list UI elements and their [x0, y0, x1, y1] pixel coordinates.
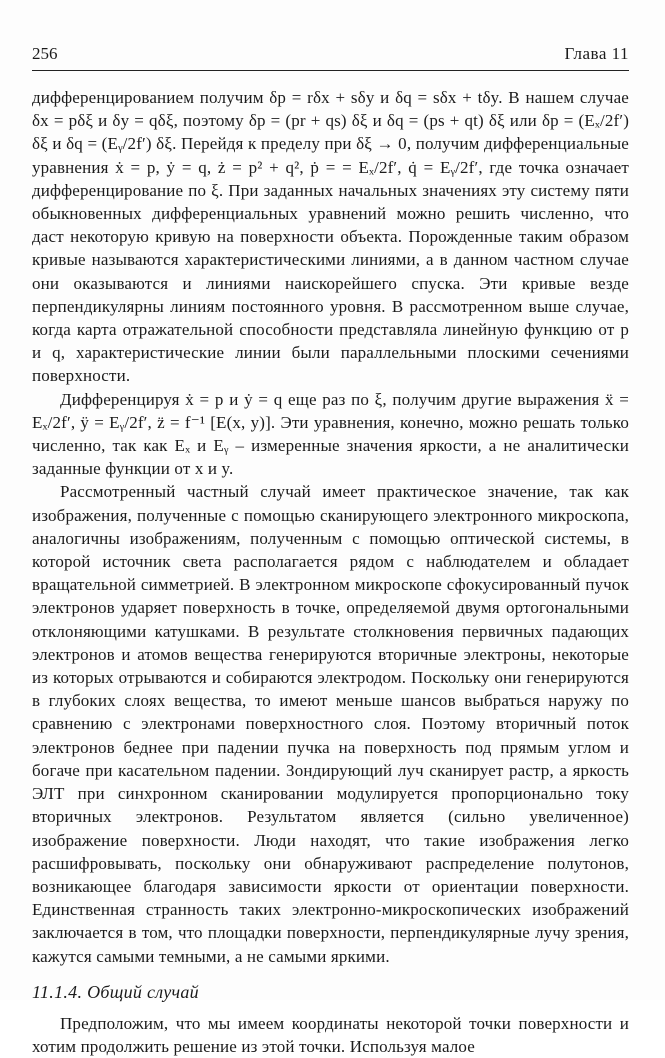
paragraph-4: Предположим, что мы имеем координаты некоторой точки поверхности и хотим продолжить решение из этой точки. Используя малое [32, 1013, 629, 1057]
section-heading: 11.1.4. Общий случай [32, 981, 199, 1002]
paragraph-2: Дифференцируя ẋ = p и ẏ = q еще раз по ξ, получим другие выражения ẍ = Eₓ/2f′, ÿ = Eᵧ/2f′, z̈ = f⁻¹ [E(x, y)]. Эти уравнения, конечно, можно решать только численно, так как Eₓ и Eᵧ – измеренные значения яркости, а не аналитически заданные функции от x и y. [32, 389, 629, 479]
page-number: 256 [32, 44, 58, 63]
page-header [32, 44, 629, 66]
paragraph-3: Рассмотренный частный случай имеет практическое значение, так как изображения, полученные с помощью сканирующего электронного микроскопа, аналогичны изображениям, полученным с помощью оптической системы, в которой источник света располагается рядом с наблюдателем и обладает вращательной симметрией. В электронном микроскопе сфокусированный пучок электронов ударяет поверхность в точке, определяемой двумя ортогональными отклоняющими катушками. В результате столкновения первичных падающих электронов и атомов вещества генерируются вторичные электроны, некоторые из которых отрываются и собираются электродом. Поскольку они генерируются в глубоких слоях вещества, то имеют меньше шансов выбраться наружу по сравнению с электронами поверхностного слоя. Поэтому вторичный поток электронов беднее при падении пучка на поверхность под прямым углом и богаче при касательном падении. Зондирующий луч сканирует растр, а яркость ЭЛТ при синхронном сканировании модулируется пропорционально току вторичных электронов. Результатом является (сильно увеличенное) изображение поверхности. Люди находят, что такие изображения легко расшифровывать, поскольку они обнаруживают распределение полутонов, возникающее благодаря зависимости яркости от ориентации поверхности. Единственная странность таких электронно-микроскопических изображений заключается в том, что площадки поверхности, перпендикулярные лучу зрения, кажутся самыми темными, а не самыми яркими. [32, 482, 629, 966]
page-body [32, 86, 629, 1058]
chapter-title: Глава 11 [564, 44, 629, 63]
paragraph-1: дифференцированием получим δp = rδx + sδy и δq = sδx + tδy. В нашем случае δx = pδξ и δy = qδξ, поэтому δp = (pr + qs) δξ и δq = (ps + qt) δξ или δp = (Eₓ/2f′) δξ и δq = (Eᵧ/2f′) δξ. Перейдя к пределу при δξ → 0, получим дифференциальные уравнения ẋ = p, ẏ = q, ż = p² + q², ṗ = = Eₓ/2f′, q̇ = Eᵧ/2f′, где точка означает дифференцирование по ξ. При заданных начальных значениях эту систему пяти обыкновенных дифференциальных уравнений можно решить численно, что даст некоторую кривую на поверхности объекта. Порожденные таким образом кривые называются характеристическими линиями, а в данном частном случае они оказываются и линиями наискорейшего спуска. Эти кривые везде перпендикулярны линиям постоянного уровня. В рассмотренном выше случае, когда карта отражательной способности представляла линейную функцию от p и q, характеристические линии были параллельными плоскими сечениями поверхности. [32, 88, 629, 386]
header-rule [32, 70, 629, 71]
